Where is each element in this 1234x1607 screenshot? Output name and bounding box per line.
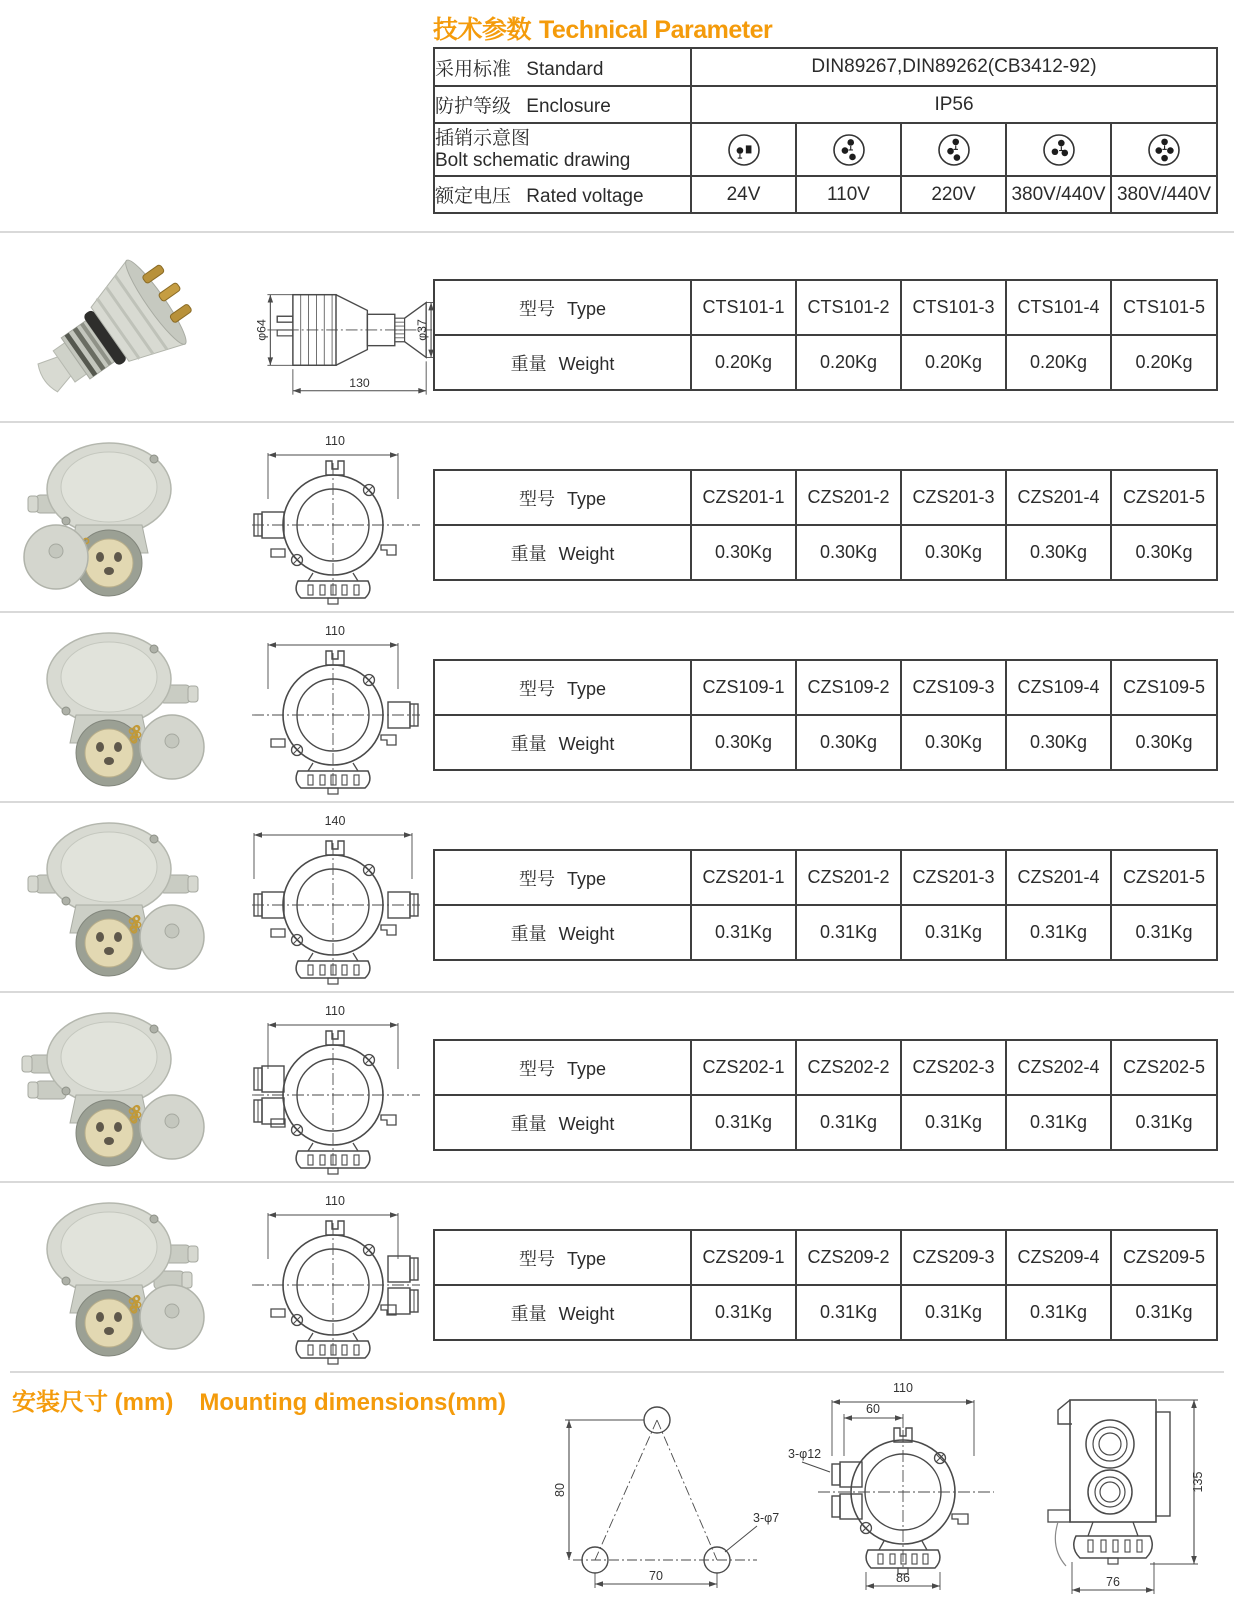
product-photo	[14, 1003, 234, 1173]
holes-count-label: 3-φ7	[753, 1511, 780, 1525]
product-section-6	[0, 1181, 1234, 1373]
type-cell: CZS201-2	[796, 850, 901, 905]
type-cell: CZS201-1	[691, 850, 796, 905]
product-spec-table	[433, 659, 1218, 771]
dimension-label: 110	[325, 1194, 345, 1208]
mounting-front-view-drawing	[788, 1376, 1018, 1604]
type-label-zh: 型号	[518, 1058, 555, 1079]
product-photo	[14, 243, 234, 413]
weight-cell: 0.31Kg	[1111, 905, 1217, 960]
enclosure-label-en: Enclosure	[526, 96, 611, 117]
weight-cell: 0.30Kg	[691, 715, 796, 770]
type-cell: CZS201-4	[1006, 850, 1111, 905]
weight-cell: 0.31Kg	[691, 1285, 796, 1340]
weight-row-label	[434, 1095, 691, 1150]
bolt-label-en: Bolt schematic drawing	[435, 149, 631, 171]
type-cell: CZS201-3	[901, 470, 1006, 525]
voltage-value: 380V/440V	[1006, 176, 1111, 213]
type-cell: CZS202-4	[1006, 1040, 1111, 1095]
type-cell: CZS109-5	[1111, 660, 1217, 715]
dimension-label: φ37	[415, 319, 430, 341]
type-label-zh: 型号	[518, 678, 555, 699]
type-cell: CZS201-4	[1006, 470, 1111, 525]
dimension-label: 110	[893, 1381, 913, 1395]
type-cell: CTS101-4	[1006, 280, 1111, 335]
type-cell: CZS209-3	[901, 1230, 1006, 1285]
type-cell: CTS101-3	[901, 280, 1006, 335]
dimension-label: 135	[1191, 1471, 1205, 1493]
type-cell: CZS209-4	[1006, 1230, 1111, 1285]
type-cell: CZS109-1	[691, 660, 796, 715]
type-cell: CZS202-3	[901, 1040, 1006, 1095]
product-photo	[14, 623, 234, 793]
weight-row-label	[434, 335, 691, 390]
pin-diagram-icon	[692, 132, 795, 168]
product-section-5	[0, 991, 1234, 1183]
standard-label-en: Standard	[526, 58, 604, 80]
voltage-value: 220V	[901, 176, 1006, 213]
type-cell: CZS202-2	[796, 1040, 901, 1095]
standard-label-zh: 采用标准	[435, 58, 512, 80]
type-label-en: Type	[566, 868, 607, 889]
voltage-label-zh: 额定电压	[435, 186, 512, 207]
product-technical-drawing	[238, 619, 434, 799]
technical-parameter-table	[433, 47, 1218, 214]
product-section-3	[0, 611, 1234, 803]
voltage-value: 24V	[691, 176, 796, 213]
dimension-label: 110	[325, 434, 345, 448]
weight-label-zh: 重量	[510, 353, 547, 374]
weight-cell: 0.30Kg	[1006, 525, 1111, 580]
weight-cell: 0.31Kg	[1006, 1095, 1111, 1150]
mounting-side-view-drawing	[1008, 1372, 1218, 1604]
type-label-zh: 型号	[518, 488, 555, 509]
type-cell: CZS201-5	[1111, 470, 1217, 525]
type-cell: CZS202-5	[1111, 1040, 1217, 1095]
pin-diagram-icon	[797, 132, 900, 168]
dimension-label: φ64	[254, 319, 269, 341]
type-label-zh: 型号	[518, 1248, 555, 1269]
voltage-value: 380V/440V	[1111, 176, 1217, 213]
dimension-label: 60	[866, 1402, 880, 1416]
weight-cell: 0.31Kg	[1006, 1285, 1111, 1340]
enclosure-label-zh: 防护等级	[435, 96, 512, 117]
enclosure-label	[434, 86, 691, 123]
type-cell: CZS202-1	[691, 1040, 796, 1095]
type-label-en: Type	[566, 298, 607, 319]
weight-cell: 0.31Kg	[691, 1095, 796, 1150]
weight-cell: 0.30Kg	[1006, 715, 1111, 770]
product-photo	[14, 813, 234, 983]
mount-title-en: Mounting dimensions(mm)	[199, 1389, 506, 1416]
mounting-hole-pattern-drawing	[545, 1388, 795, 1600]
product-spec-table	[433, 1229, 1218, 1341]
weight-cell: 0.30Kg	[796, 525, 901, 580]
pin-diagram-icon	[1112, 132, 1216, 168]
dimension-label: 76	[1106, 1575, 1120, 1589]
bolt-icon-cell-2	[796, 123, 901, 176]
type-label-zh: 型号	[518, 298, 555, 319]
product-spec-table	[433, 469, 1218, 581]
product-technical-drawing	[238, 429, 434, 609]
weight-label-en: Weight	[558, 923, 615, 944]
mount-title-zh: 安装尺寸 (mm)	[12, 1389, 174, 1416]
weight-label-en: Weight	[558, 1113, 615, 1134]
type-cell: CZS109-4	[1006, 660, 1111, 715]
type-cell: CZS209-2	[796, 1230, 901, 1285]
type-row-label	[434, 470, 691, 525]
dimension-label: 80	[553, 1483, 567, 1497]
type-cell: CZS201-1	[691, 470, 796, 525]
dimension-label: 110	[325, 624, 345, 638]
weight-cell: 0.30Kg	[1111, 715, 1217, 770]
product-technical-drawing	[238, 239, 434, 419]
type-label-zh: 型号	[518, 868, 555, 889]
product-photo	[14, 433, 234, 603]
weight-label-zh: 重量	[510, 733, 547, 754]
type-row-label	[434, 660, 691, 715]
type-label-en: Type	[566, 1248, 607, 1269]
rated-voltage-label	[434, 176, 691, 213]
bolt-icon-cell-1	[691, 123, 796, 176]
weight-cell: 0.31Kg	[796, 1095, 901, 1150]
weight-row-label	[434, 715, 691, 770]
type-cell: CZS109-3	[901, 660, 1006, 715]
weight-cell: 0.31Kg	[901, 905, 1006, 960]
product-technical-drawing	[238, 1189, 434, 1369]
dimension-label: 110	[325, 1004, 345, 1018]
weight-cell: 0.30Kg	[1111, 525, 1217, 580]
weight-cell: 0.30Kg	[796, 715, 901, 770]
weight-cell: 0.30Kg	[901, 525, 1006, 580]
product-section-1	[0, 231, 1234, 423]
weight-label-en: Weight	[558, 543, 615, 564]
type-cell: CZS201-2	[796, 470, 901, 525]
dimension-label: 86	[896, 1571, 910, 1585]
weight-cell: 0.31Kg	[901, 1095, 1006, 1150]
weight-cell: 0.31Kg	[1111, 1095, 1217, 1150]
weight-cell: 0.20Kg	[1111, 335, 1217, 390]
weight-row-label	[434, 525, 691, 580]
title-zh: 技术参数	[433, 16, 532, 44]
type-row-label	[434, 1040, 691, 1095]
weight-cell: 0.20Kg	[901, 335, 1006, 390]
type-label-en: Type	[566, 488, 607, 509]
weight-label-zh: 重量	[510, 1303, 547, 1324]
type-row-label	[434, 280, 691, 335]
product-spec-table	[433, 279, 1218, 391]
weight-label-en: Weight	[558, 733, 615, 754]
glands-count-label: 3-φ12	[788, 1447, 822, 1461]
product-technical-drawing	[238, 809, 434, 989]
dimension-label: 140	[324, 814, 346, 828]
type-cell: CTS101-1	[691, 280, 796, 335]
weight-label-zh: 重量	[510, 543, 547, 564]
type-label-en: Type	[566, 1058, 607, 1079]
pin-diagram-icon	[902, 132, 1005, 168]
pin-diagram-icon	[1007, 132, 1110, 168]
mounting-dimensions-title	[12, 1382, 506, 1417]
weight-label-en: Weight	[558, 1303, 615, 1324]
voltage-value: 110V	[796, 176, 901, 213]
weight-cell: 0.31Kg	[691, 905, 796, 960]
type-row-label	[434, 850, 691, 905]
weight-label-en: Weight	[558, 353, 615, 374]
product-spec-table	[433, 849, 1218, 961]
weight-row-label	[434, 905, 691, 960]
type-row-label	[434, 1230, 691, 1285]
type-cell: CZS209-1	[691, 1230, 796, 1285]
product-section-4	[0, 801, 1234, 993]
weight-cell: 0.31Kg	[901, 1285, 1006, 1340]
weight-cell: 0.20Kg	[691, 335, 796, 390]
weight-cell: 0.31Kg	[1111, 1285, 1217, 1340]
weight-cell: 0.20Kg	[1006, 335, 1111, 390]
weight-cell: 0.31Kg	[796, 1285, 901, 1340]
technical-parameter-title	[433, 10, 772, 46]
weight-cell: 0.20Kg	[796, 335, 901, 390]
bolt-icon-cell-3	[901, 123, 1006, 176]
weight-label-zh: 重量	[510, 1113, 547, 1134]
bolt-schematic-label	[434, 123, 691, 176]
bolt-icon-cell-5	[1111, 123, 1217, 176]
weight-row-label	[434, 1285, 691, 1340]
type-cell: CZS209-5	[1111, 1230, 1217, 1285]
weight-label-zh: 重量	[510, 923, 547, 944]
type-label-en: Type	[566, 678, 607, 699]
weight-cell: 0.31Kg	[1006, 905, 1111, 960]
product-spec-table	[433, 1039, 1218, 1151]
type-cell: CTS101-5	[1111, 280, 1217, 335]
standard-label	[434, 48, 691, 86]
dimension-label: 70	[649, 1569, 663, 1583]
voltage-label-en: Rated voltage	[526, 186, 644, 207]
standard-value: DIN89267,DIN89262(CB3412-92)	[691, 48, 1217, 86]
bolt-icon-cell-4	[1006, 123, 1111, 176]
type-cell: CZS201-3	[901, 850, 1006, 905]
type-cell: CTS101-2	[796, 280, 901, 335]
enclosure-value: IP56	[691, 86, 1217, 123]
type-cell: CZS201-5	[1111, 850, 1217, 905]
weight-cell: 0.30Kg	[901, 715, 1006, 770]
dimension-label: 130	[349, 375, 370, 390]
type-cell: CZS109-2	[796, 660, 901, 715]
product-section-2	[0, 421, 1234, 613]
weight-cell: 0.30Kg	[691, 525, 796, 580]
product-technical-drawing	[238, 999, 434, 1179]
title-en: Technical Parameter	[539, 16, 773, 44]
bolt-label-zh: 插销示意图	[435, 127, 531, 149]
product-photo	[14, 1193, 234, 1363]
weight-cell: 0.31Kg	[796, 905, 901, 960]
